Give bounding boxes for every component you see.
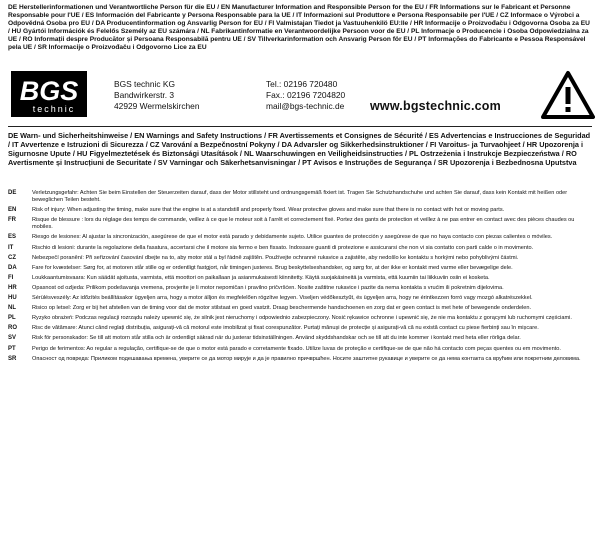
warning-row — [8, 234, 592, 241]
city: 42929 Wermelskirchen — [114, 101, 200, 111]
language-code: FI — [8, 274, 14, 281]
company-block — [8, 66, 592, 124]
language-code: HU — [8, 295, 17, 302]
language-code: SR — [8, 355, 17, 362]
warning-text: Опасност од повреда: Приликом подешавања времена, уверите се да мотор мирује и да је правилно причвршћен. Носите заштитне рукавице и уверите се да нема контакта са врућим или покретним деловима. — [32, 355, 581, 362]
language-code: PL — [8, 315, 16, 322]
language-code: IT — [8, 244, 14, 251]
warning-heading: DE Warn- und Sicherheitshinweise / EN Warnings and Safety Instructions / FR Avertissements et Consignes de Sécurité / ES Advertencias e Instrucciones de Seguridad / IT Avvertenze e Istruzioni di Sicurezza / CZ Varování a Bezpečnostní Pokyny / DA Advarsler og Sikkerhedsinstruktioner / FI Varoitus- ja Turvaohjeet / HR Upozorenja i Sigurnosne Upute / HU Figyelmeztetések és Biztonsági Utasítások / NL Waarschuwingen en Veiligheidsinstructies / PL Ostrzeżenia i Instrukcje Bezpieczeństwa / RO Avertismente și Instrucțiuni de Securitate / SV Varningar och Säkerhetsanvisningar / PT Avisos e Instruções de Segurança / SR Upozorenja i Bezbednosna Uputstva — [8, 131, 591, 167]
warning-text: Verletzungsgefahr: Achten Sie beim Einstellen der Steuerzeiten darauf, dass der Motor stillsteht und ordnungsgemäß fixiert ist. Tragen Sie Schutzhandschuhe und achten Sie darauf, dass kein Kontakt mit heißen oder beweglichen Teilen besteht. — [32, 190, 568, 204]
logo-text: BGS — [19, 76, 79, 106]
language-code: NL — [8, 305, 16, 312]
logo-sub: technic — [32, 104, 76, 114]
warning-text: Riesgo de lesiones: Al ajustar la sincronización, asegúrese de que el motor está parado y debidamente sujeto. Utilice guantes de protección y asegúrese de que no haya contacto con piezas calientes o móviles. — [32, 234, 553, 241]
language-code: SV — [8, 335, 17, 342]
address-block — [114, 79, 200, 112]
warning-text: Perigo de ferimentos: Ao regular a regulação, certifique-se de que o motor está parado e corretamente fixado. Utilize luvas de proteção e certifique-se de que não há contacto com peças quentes ou em movimento. — [32, 345, 561, 352]
warning-text: Sérülésveszély: Az időzítés beállításakor ügyeljen arra, hogy a motor álljon és megfelelően rögzítve legyen. Viseljen védőkesztyűt, és ügyeljen arra, hogy ne érintkezzen forró vagy mozgó alkatrészekkel. — [32, 295, 533, 302]
website-link[interactable]: www.bgstechnic.com — [370, 99, 501, 113]
bgs-logo-icon — [10, 70, 88, 118]
warning-row — [8, 305, 592, 312]
warning-triangle-icon — [541, 70, 595, 120]
email-link[interactable]: mail@bgs-technic.de — [266, 101, 345, 111]
contact-block — [266, 79, 345, 112]
warning-row — [8, 295, 592, 302]
warning-text: Risk för personskador: Se till att motorn står stilla och är ordentligt säkrad när du justerar tidsinställningen. Använd skyddshandskar och se till att du inte kommer i kontakt med heta eller rörliga delar. — [32, 335, 521, 342]
divider — [8, 126, 592, 127]
header-text: DE Herstellerinformationen und Verantwortliche Person für die EU / EN Manufacturer Information and Responsible Person for the EU / FR Informations sur le Fabricant et Personne Responsable pour l'UE / ES Información del Fabricante y Persona Responsable para la UE / IT Informazioni sul Produttore e Persona Responsabile per l'UE / CZ Informace o Výrobci a Odpovědná Osoba pro EU / DA Producentinformation og Ansvarlig Person for EU / FI Valmistajan Tiedot ja Vastuuhenkilö EU:lle / HR Informacije o Proizvođaču i Odgovorna Osoba za EU / HU Gyártói Információk és Felelős Személy az EU számára / NL Fabrikantinformatie en Verantwoordelijke Persoon voor de EU / PL Informacje o Producencie i Osoba Odpowiedzialna za UE / RO Informații despre Producător și Persoana Responsabilă pentru UE / SV Tillverkarinformation och Ansvarig Person för EU / PT Informações do Fabricante e Pessoa Responsável pela UE / SR Informacije o Proizvođaču i Odgovorno Lice za EU — [8, 4, 590, 52]
warning-row — [8, 275, 592, 282]
warning-text: Loukkaantumisvaara: Kun säädät ajoitusta, varmista, että moottori on paikallaan ja asianmukaisesti kiinnitetty. Käytä suojakäsineitä ja varmista, että kuumiin tai liikkuviin osiin ei kosketa. — [32, 274, 490, 281]
language-code: ES — [8, 234, 17, 241]
language-code: CZ — [8, 254, 16, 261]
warning-text: Opasnost od ozljeda: Prilikom podešavanja vremena, provjerite je li motor nepomičan i pravilno pričvršćen. Nosite zaštitne rukavice i pazite da nema kontakta s vrućim ili pokretnim dijelovima. — [32, 284, 504, 291]
warning-text: Risico op letsel: Zorg er bij het afstellen van de timing voor dat de motor stilstaat en goed vastzit. Draag beschermende handschoenen en zorg dat er geen contact is met hete of bewegende onderdelen. — [32, 305, 532, 312]
warning-row — [8, 265, 592, 272]
warning-row — [8, 245, 592, 252]
warning-row — [8, 346, 592, 353]
fax: Fax.: 02196 7204820 — [266, 90, 346, 100]
warning-row — [8, 315, 592, 322]
language-code: DA — [8, 264, 17, 271]
warning-text: Rischio di lesioni: durante la regolazione della fasatura, accertarsi che il motore sia fermo e ben fissato. Indossare guanti di protezione e assicurarsi che non vi sia contatto con parti calde o in movimento. — [32, 244, 534, 251]
language-code: PT — [8, 345, 16, 352]
header-block — [8, 4, 592, 64]
warning-row — [8, 217, 592, 231]
warning-text: Risc de vătămare: Atunci când reglați distribuția, asigurați-vă că motorul este imobilizat și fixat corespunzător. Purtați mănuși de protecție și asigurați-vă că nu există contact cu piese fierbinți sau în mișcare. — [32, 325, 539, 332]
warning-text: Nebezpečí poranění: Při seřizování časování dbejte na to, aby motor stál a byl řádně zajištěn. Používejte ochranné rukavice a zajistěte, aby nedošlo ke kontaktu s horkými nebo pohyblivými částmi. — [32, 254, 519, 261]
warning-text: Ryzyko obrażeń: Podczas regulacji rozrządu należy upewnić się, że silnik jest nieruchomy i odpowiednio zabezpieczony. Nosić rękawice ochronne i upewnić się, że nie ma kontaktu z gorącymi lub ruchomymi częściami. — [32, 315, 572, 322]
warning-row — [8, 255, 592, 262]
company-name: BGS technic KG — [114, 79, 175, 89]
warning-row — [8, 207, 592, 214]
language-code: FR — [8, 217, 16, 224]
warning-row — [8, 335, 592, 342]
language-code: HR — [8, 284, 17, 291]
warning-text: Risque de blessure : lors du réglage des temps de commande, veillez à ce que le moteur soit à l'arrêt et correctement fixé. Portez des gants de protection et veillez à ne pas entrer en contact avec des pièces chaudes ou mobiles. — [32, 217, 575, 231]
warning-row — [8, 190, 592, 204]
warning-text: Risk of injury: When adjusting the timing, make sure that the engine is at a standstill and properly fixed. Wear protective gloves and make sure that there is no contact with hot or moving parts. — [32, 207, 505, 214]
language-code: DE — [8, 190, 17, 196]
warning-row — [8, 325, 592, 332]
language-code: RO — [8, 325, 17, 332]
warning-text: Fare for kvæstelser: Sørg for, at motoren står stille og er ordentligt fastgjort, når timingen justeres. Brug beskyttelseshandsker, og sørg for, at der ikke er kontakt med varme eller bevægelige dele. — [32, 264, 513, 271]
phone: Tel.: 02196 720480 — [266, 79, 338, 89]
language-code: EN — [8, 207, 17, 214]
warning-row — [8, 285, 592, 292]
warning-row — [8, 356, 592, 363]
street: Bandwirkerstr. 3 — [114, 90, 175, 100]
warning-list — [8, 190, 592, 363]
